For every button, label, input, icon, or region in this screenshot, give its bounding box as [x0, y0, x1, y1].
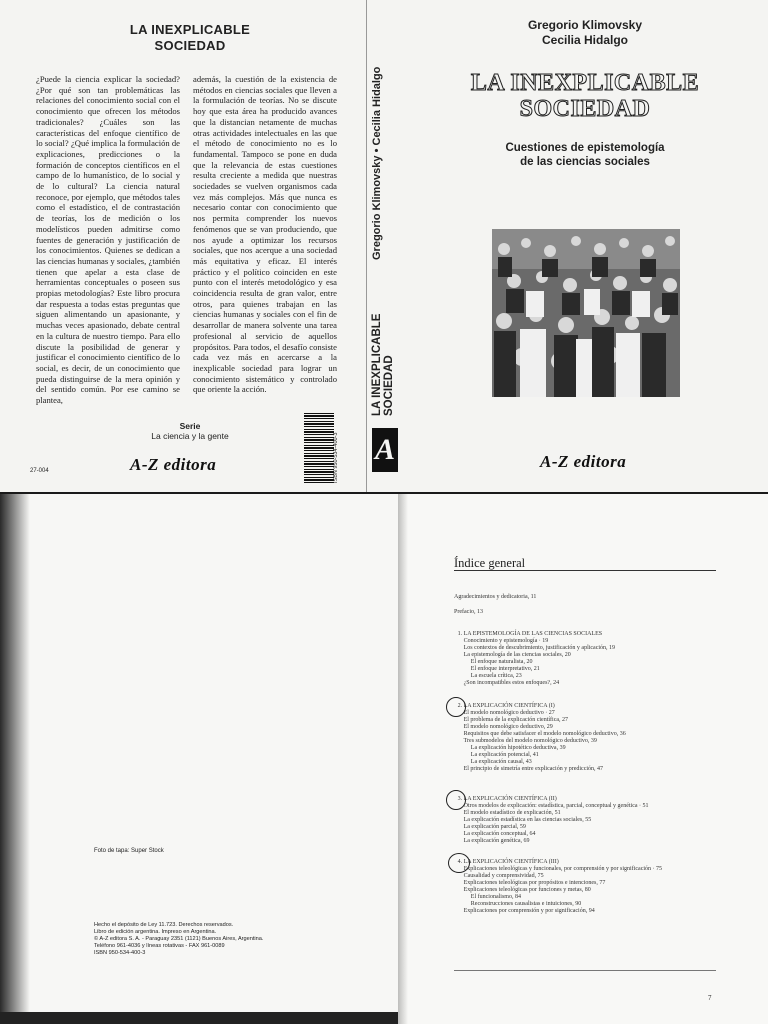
- index-entry: Explicaciones por comprensión y por significación, 94: [463, 908, 595, 914]
- index-entry: El enfoque interpretativo, 21: [470, 666, 540, 672]
- spine-logo: A: [372, 428, 398, 472]
- chapter-4-mark: [448, 853, 470, 873]
- index-entry: El principio de simetría entre explicación y predicción, 47: [463, 766, 604, 772]
- index-entry: El problema de la explicación científica, 27: [463, 717, 569, 723]
- index-entry: Causalidad y comprensividad, 75: [463, 873, 544, 879]
- index-entry: Explicaciones teleológicas por propósitos e intenciones, 77: [463, 880, 606, 886]
- index-entry: Los contextos de descubrimiento, justificación y aplicación, 19: [463, 645, 616, 651]
- page-edge-shadow: [0, 494, 30, 1024]
- index-entry: 1. LA EPISTEMOLOGÍA DE LAS CIENCIAS SOCIALES: [457, 631, 603, 637]
- barcode: [304, 413, 334, 483]
- spine-title: LA INEXPLICABLE SOCIEDAD: [371, 313, 395, 416]
- back-cover-title: LA INEXPLICABLE SOCIEDAD: [129, 22, 251, 53]
- index-entry: Prefacio, 13: [454, 609, 483, 615]
- index-entry: Otros modelos de explicación: estadística, parcial, conceptual y genética · 51: [463, 803, 649, 809]
- index-entry: 4. LA EXPLICACIÓN CIENTÍFICA (III): [457, 859, 559, 865]
- barcode-number: ISBN 950-534-400-3: [333, 432, 339, 483]
- gutter: [398, 494, 408, 1024]
- index-entry: El modelo estadístico de explicación, 51: [463, 810, 561, 816]
- page-number: 7: [708, 994, 712, 1002]
- front-publisher-logo: A-Z editora: [540, 452, 627, 471]
- index-entry: Reconstrucciones causalistas e intuiciones, 90: [470, 901, 582, 907]
- index-entry: Explicaciones teleológicas por funciones y metas, 80: [463, 887, 591, 893]
- index-entry: La epistemología de las ciencias sociales, 20: [463, 652, 571, 658]
- bottom-dark-strip: [0, 1012, 404, 1024]
- index-entry: La explicación conceptual, 64: [463, 831, 536, 837]
- index-entry: La explicación estadística en las ciencias sociales, 55: [463, 817, 592, 823]
- index-entry: El modelo nomológico deductivo · 27: [463, 710, 555, 716]
- index-entry: La escuela crítica, 23: [470, 673, 522, 679]
- index-entry: Conocimiento y epistemología · 19: [463, 638, 549, 644]
- spine-authors: Gregorio Klimovsky • Cecilia Hidalgo: [371, 66, 383, 260]
- index-entry: La explicación genética, 69: [463, 838, 530, 844]
- back-cover: [0, 0, 366, 492]
- index-entry: Requisitos que debe satisfacer el modelo nomológico deductivo, 36: [463, 731, 626, 737]
- front-authors: Gregorio Klimovsky Cecilia Hidalgo: [527, 18, 643, 47]
- back-cover-text-col1: ¿Puede la ciencia explicar la sociedad? ¿Por qué son tan problemáticas las relaciones del conocimiento social con el conocimiento que ofrecen los métodos tradicionales? ¿Cuáles son las características del enfoque científico de lo social? ¿Qué implica la formulación de explicaciones, predicciones o la formación de conceptos científicos en el campo de lo humanístico, de lo social y de lo cultural? La ciencia natural reconoce, por ejemplo, que métodos tales como el estadístico, el de contrastación de teorías, los de medición o los modelísticos pueden admitirse como fuentes de generación y justificación de los conocimientos. Quienes se dedican a las ciencias humanas y sociales, ¿también tienen que apelar a esta clase de herramientas conceptuales o poseen sus propias metodologías? Este libro procura dar respuesta a todas estas preguntas que siguen alimentando un apasionante, y muchas veces apasionado, debate central en la cultura de nuestro tiempo. Para ello discute la posibilidad de generar y justificar el conocimiento científico de lo social, es decir, de un conocimiento que pueda distinguirse de la mera opinión y del sentido común. Por ese camino se plantea,: [36, 74, 180, 406]
- index-entry: La explicación parcial, 59: [463, 824, 526, 830]
- index-entry: La explicación potencial, 41: [470, 752, 539, 758]
- legal-notice: Hecho el depósito de Ley 11.723. Derechos reservados. Libro de edición argentina. Impreso en Argentina. © A-Z editora S. A. - Paraguay 2351 (1121) Buenos Aires, Argentina. Teléfono 961-4036 y líneas rotativas - FAX 961-0089 ISBN 950-534-400-3: [94, 922, 264, 956]
- index-entry: El modelo nomológico deductivo, 29: [463, 724, 553, 730]
- back-cover-text-col2: además, la cuestión de la existencia de métodos en ciencias sociales que lleven a la formulación de teorías. No se discute hoy que esta área ha producido avances que la distancian netamente de muchas otras actividades intelectuales en las que el método de conocimiento no es lo fundamental. Tampoco se pone en duda que la relevancia de estas cuestiones resulta creciente a medida que nuestras sociedades se vuelven organismos cada vez más complejos. Más que nunca es necesario contar con conocimiento que nos permita comprender los nuevos fenómenos que se van produciendo, que nos ayude a optimizar los recursos sociales, que nos acerque a una sociedad más equitativa y eficaz. El interés práctico y el político coinciden en este punto con el interés metodológico y esa coincidencia resulta de gran valor, entre otros, para quienes trabajan en las ciencias humanas y sociales con el fin de desarrollar de manera solvente una tarea profesional al servicio de aquellos propósitos. Para todos, el desafío consiste cada vez más en acercarse a la inexplicable sociedad para lograr un conocimiento sistemático y controlado que oriente la acción.: [193, 74, 337, 395]
- publisher-logo: A-Z editora: [130, 455, 217, 474]
- index-title-rule: [454, 570, 716, 571]
- index-entry: ¿Son incompatibles estos enfoques?, 24: [463, 680, 560, 686]
- index-page: [404, 494, 768, 1024]
- series-label: Serie La ciencia y la gente: [151, 421, 229, 441]
- index-entry: 2. LA EXPLICACIÓN CIENTÍFICA (I): [457, 703, 555, 709]
- index-entry: La explicación causal, 43: [470, 759, 532, 765]
- index-entry: Agradecimientos y dedicatoria, 11: [454, 594, 537, 600]
- photo-credit: Foto de tapa: Super Stock: [94, 848, 164, 854]
- index-entry: El funcionalismo, 84: [470, 894, 521, 900]
- index-entry: La explicación hipotético deductiva, 39: [470, 745, 566, 751]
- front-subtitle: Cuestiones de epistemología de las ciencias sociales: [505, 142, 665, 168]
- book-spine: [366, 0, 404, 492]
- product-code: 27-004: [30, 468, 49, 474]
- index-entry: Explicaciones teleológicas y funcionales, por comprensión y por significación · 75: [463, 866, 663, 872]
- index-entry: Tres submodelos del modelo nomológico deductivo, 39: [463, 738, 597, 744]
- index-entry: El enfoque naturalista, 20: [470, 659, 533, 665]
- index-title: Índice general: [454, 556, 526, 570]
- index-entry: 3. LA EXPLICACIÓN CIENTÍFICA (II): [457, 796, 557, 802]
- index-bottom-rule: [454, 970, 716, 971]
- chapter-2-mark: [446, 697, 466, 717]
- chapter-3-mark: [446, 790, 466, 810]
- front-title: LA INEXPLICABLE SOCIEDAD: [470, 70, 700, 122]
- cover-crowd-photo: [492, 229, 680, 397]
- crowd-photo-image: [492, 229, 680, 397]
